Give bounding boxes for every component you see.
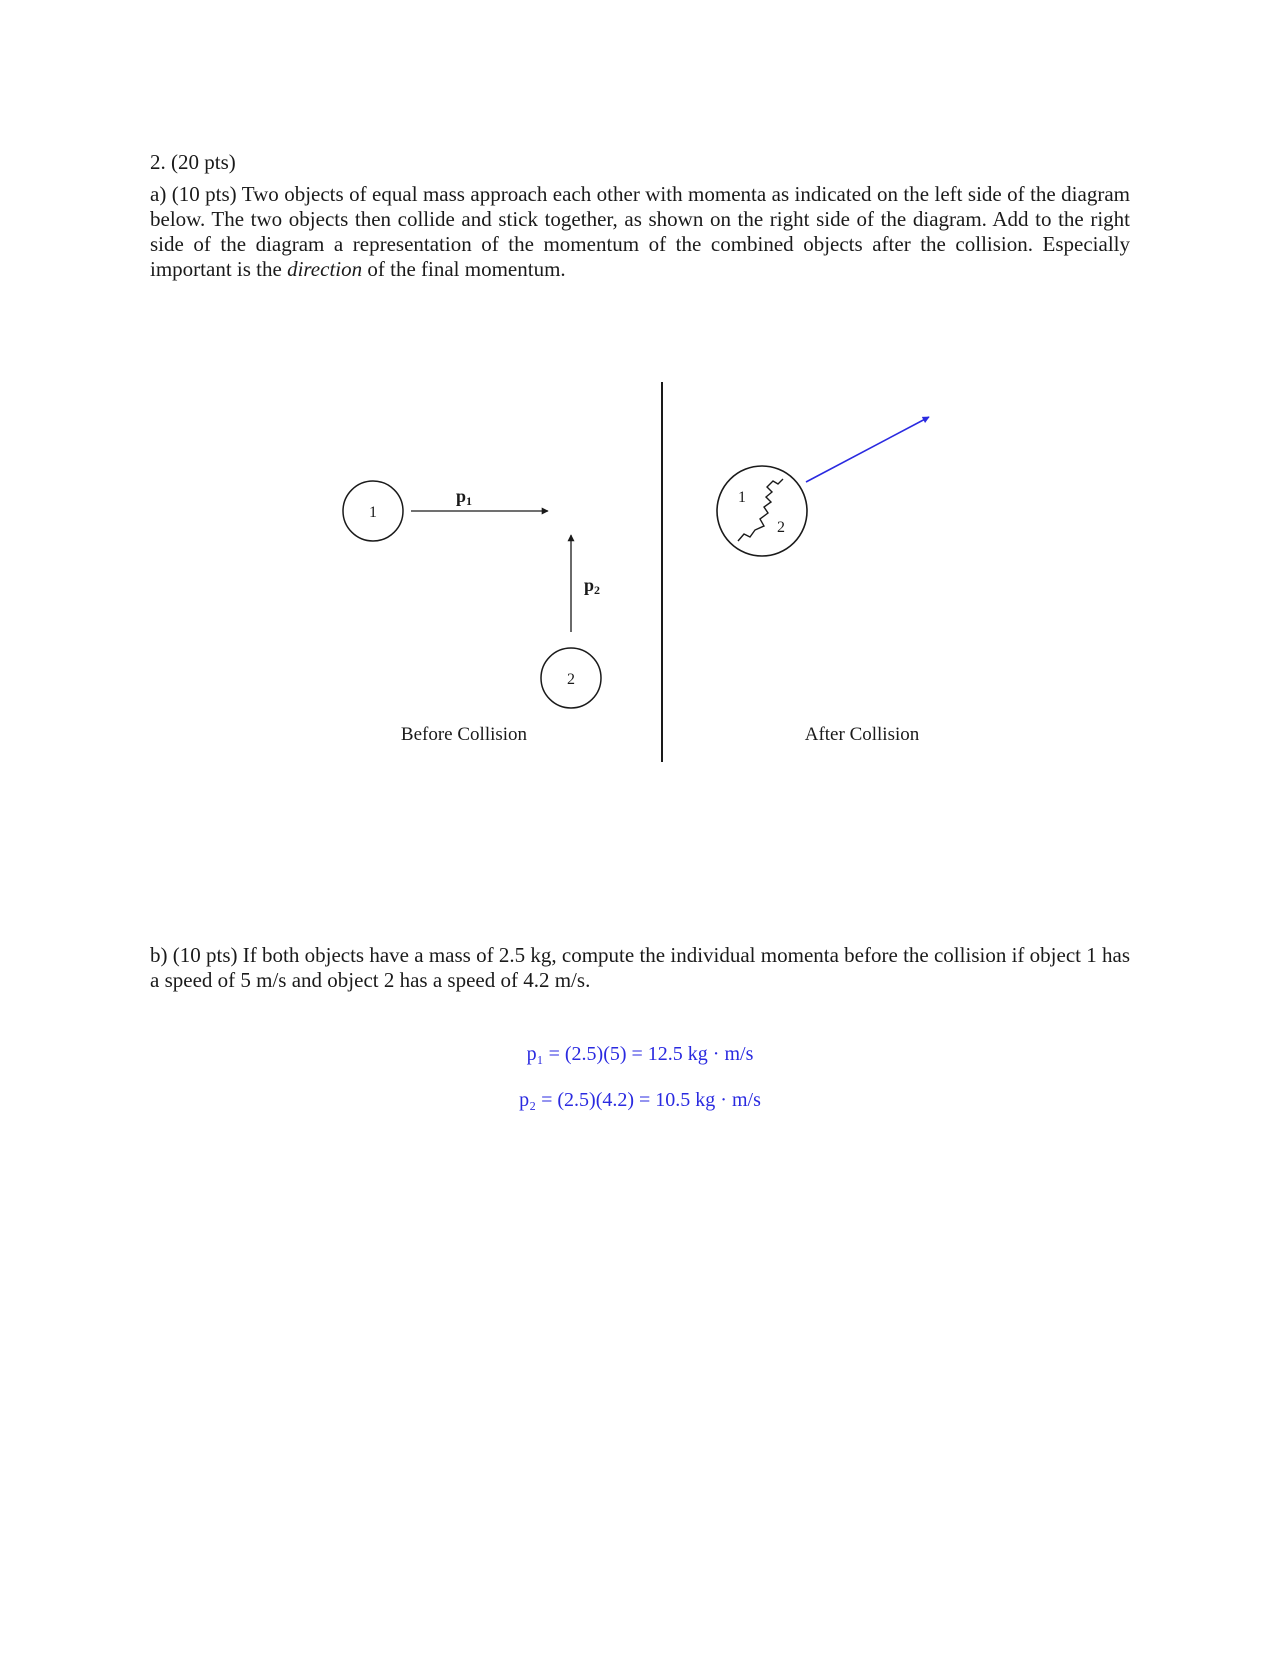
- p1-label: p1: [456, 486, 473, 508]
- final-momentum-arrow: [806, 417, 929, 482]
- problem-heading: 2. (20 pts): [150, 150, 236, 174]
- object-2-label: 2: [567, 671, 575, 688]
- answer-p1: p₁ = (2.5)(5) = 12.5 kg · m/s: [526, 1043, 754, 1065]
- p2-label: p2: [584, 575, 601, 597]
- before-collision-caption: Before Collision: [400, 724, 528, 745]
- combined-label-2: 2: [777, 519, 785, 536]
- object-1-label: 1: [369, 504, 377, 521]
- part-a-outro: of the final momentum.: [362, 257, 566, 281]
- combined-label-1: 1: [738, 489, 746, 506]
- collision-diagram: [0, 0, 1280, 800]
- answer-p2: p₂ = (2.5)(4.2) = 10.5 kg · m/s: [519, 1089, 761, 1111]
- combined-object-circle: [717, 466, 807, 556]
- part-a-intro: a) (10 pts) Two objects of equal mass approach each other with momenta as indicated on the left side of the diagram below. The two objects then collide and stick together, as shown on the right side of the diagram. Add to the right side of the diagram a representation of the momentum of the combined objects after the collision. Especially important is the: [150, 182, 1130, 281]
- part-b-text: b) (10 pts) If both objects have a mass of 2.5 kg, compute the individual momenta before the collision if object 1 has a speed of 5 m/s and object 2 has a speed of 4.2 m/s.: [150, 943, 1130, 992]
- part-a-emphasis: direction: [287, 257, 363, 281]
- after-collision-caption: After Collision: [804, 724, 920, 745]
